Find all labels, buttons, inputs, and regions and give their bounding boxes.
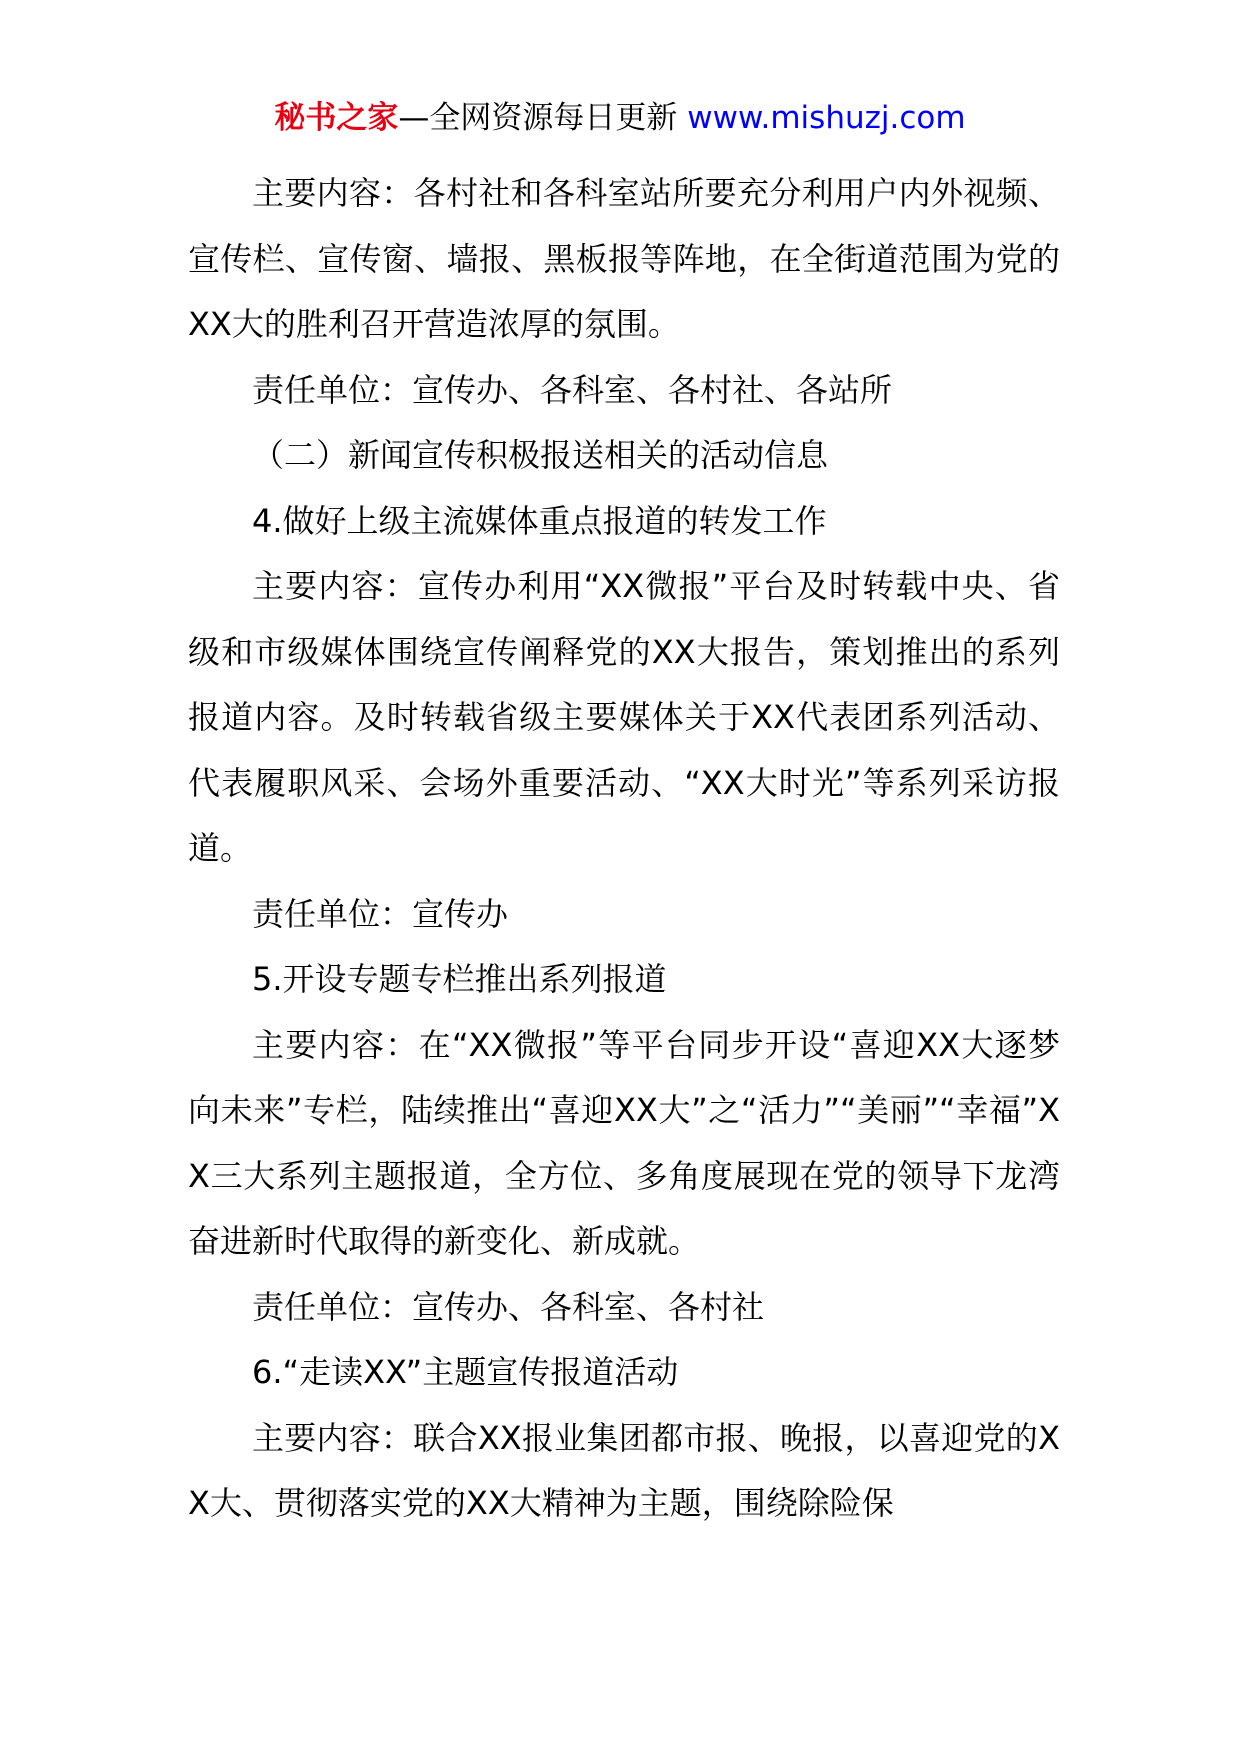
paragraph: 主要内容：宣传办利用“XX微报”平台及时转载中央、省级和市级媒体围绕宣传阐释党的XX大报告，策划推出的系列报道内容。及时转载省级主要媒体关于XX代表团系列活动、代表履职风采、会场外重要活动、“XX大时光”等系列采访报道。 xyxy=(188,567,1060,867)
document-body xyxy=(188,161,1060,1537)
paragraph: 主要内容：联合XX报业集团都市报、晚报，以喜迎党的XX大、贯彻落实党的XX大精神为主题，围绕除险保 xyxy=(188,1418,1060,1522)
section-heading: （二）新闻宣传积极报送相关的活动信息 xyxy=(252,436,829,474)
paragraph: 主要内容：各村社和各科室站所要充分利用户内外视频、宣传栏、宣传窗、墙报、黑板报等阵地，在全街道范围为党的XX大的胜利召开营造浓厚的氛围。 xyxy=(188,174,1060,343)
paragraph: 责任单位：宣传办、各科室、各村社、各站所 xyxy=(252,370,893,409)
paragraph: 责任单位：宣传办、各科室、各村社 xyxy=(252,1287,765,1326)
paragraph: 主要内容：在“XX微报”等平台同步开设“喜迎XX大逐梦向未来”专栏，陆续推出“喜迎XX大”之“活力”“美丽”“幸福”XX三大系列主题报道，全方位、多角度展现在党的领导下龙湾奋进新时代取得的新变化、新成就。 xyxy=(188,1025,1060,1260)
watermark-header xyxy=(0,96,1240,140)
item-heading: 5.开设专题专栏推出系列报道 xyxy=(252,960,667,998)
paragraph: 责任单位：宣传办 xyxy=(252,894,509,933)
slogan: —全网资源每日更新 xyxy=(398,100,688,136)
brand-name: 秘书之家 xyxy=(274,100,399,136)
item-heading: 6.“走读XX”主题宣传报道活动 xyxy=(252,1353,679,1391)
item-heading: 4.做好上级主流媒体重点报道的转发工作 xyxy=(252,501,827,540)
website-link[interactable]: www.mishuzj.com xyxy=(687,100,966,136)
